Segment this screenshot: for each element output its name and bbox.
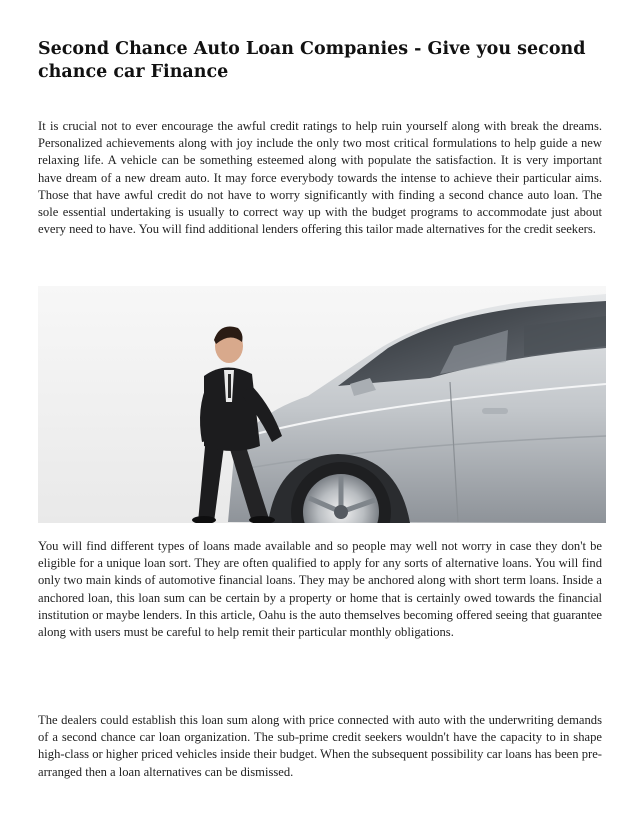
paragraph-intro: It is crucial not to ever encourage the awful credit ratings to help ruin yourself along with break the dreams. Personalized achievements along with joy include the only two most critical formulations to help guide a new relaxing life. A vehicle can be something esteemed along with populate the satisfaction. It is very important have dream of a new dream auto. It may force everybody towards the intense to achieve their particular aims. Those that have awful credit do not have to worry significantly with finding a second chance auto loan. The sole essential undertaking is usually to correct way up with the budget programs to accommodate just about every need to have. You will find additional lenders offering this tailor made alternatives for the credit seekers. (38, 119, 602, 237)
car-photo (38, 286, 606, 523)
paragraph-dealers: The dealers could establish this loan sum along with price connected with auto with the underwriting demands of a second chance car loan organization. The sub-prime credit seekers wouldn't have the capacity to in shape high-class or higher priced vehicles inside their budget. When the subsequent possibility car loans has been pre-arranged then a loan alternatives can be dismissed. (38, 713, 602, 779)
paragraph-loan-types: You will find different types of loans made available and so people may well not worry in case they don't be eligible for a unique loan sort. They are often qualified to apply for any sorts of alternative loans. You will find only two main kinds of automotive financial loans. They may be anchored along with short term loans. Inside a anchored loan, this loan sum can be certain by a property or home that is certainly owed towards the financial institution or maybe lenders. In this article, Oahu is the auto themselves becoming offered seeing that guarantee along with users must be careful to help remit their particular monthly obligations. (38, 539, 602, 640)
page-title: Second Chance Auto Loan Companies - Give you second chance car Finance (38, 39, 586, 82)
